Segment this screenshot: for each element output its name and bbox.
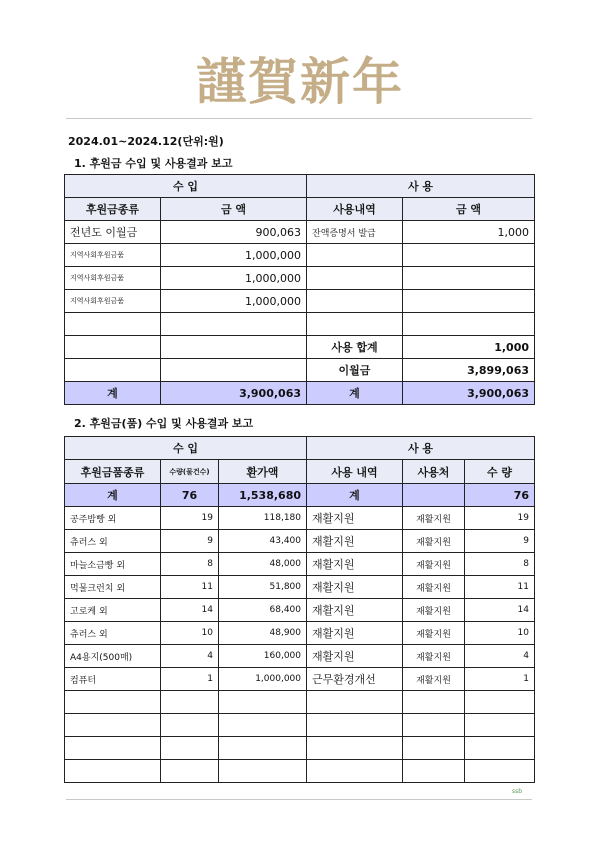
- empty-cell: [65, 691, 161, 714]
- logo-mark: ssb: [512, 788, 523, 795]
- table-row: [65, 290, 535, 313]
- empty-cell: [465, 714, 535, 737]
- section1-title: 1. 후원금 수입 및 사용결과 보고: [74, 157, 233, 170]
- carry-over-label: 이월금: [307, 359, 403, 382]
- cell-count: 19: [161, 507, 219, 530]
- cell-user: 재활지원: [403, 576, 465, 599]
- table-row: [65, 530, 535, 553]
- income-header: 수 입: [65, 175, 307, 198]
- empty-cell: [307, 714, 403, 737]
- table-row: [65, 599, 535, 622]
- empty-cell: [219, 760, 307, 783]
- cell-qty: 9: [465, 530, 535, 553]
- cell-amount: 1,000,000: [161, 267, 307, 290]
- section2-title: 2. 후원금(품) 수입 및 사용결과 보고: [74, 417, 254, 430]
- table-row: [65, 221, 535, 244]
- empty-cell: [219, 714, 307, 737]
- income-total-label: 계: [65, 382, 161, 405]
- cell-value: 160,000: [219, 645, 307, 668]
- col-use-detail: 사용내역: [307, 198, 403, 221]
- top-divider: [66, 118, 532, 119]
- empty-cell: [161, 336, 307, 359]
- empty-cell: [403, 714, 465, 737]
- col-use-amount: 금 액: [403, 198, 535, 221]
- empty-cell: [161, 714, 219, 737]
- income-header: 수 입: [65, 437, 307, 460]
- col-amount: 금 액: [161, 198, 307, 221]
- use-total-label: 사용 합계: [307, 336, 403, 359]
- cell-count: 14: [161, 599, 219, 622]
- cell-type: 전년도 이월금: [65, 221, 161, 244]
- total-label-use: 계: [307, 484, 403, 507]
- cell-qty: 19: [465, 507, 535, 530]
- report-period: 2024.01~2024.12(단위:원): [68, 135, 224, 148]
- cell-use: 재활지원: [307, 553, 403, 576]
- cell-amount: 1,000,000: [161, 290, 307, 313]
- cell-value: 48,000: [219, 553, 307, 576]
- use-total-value: 1,000: [403, 336, 535, 359]
- cell-use: 재활지원: [307, 507, 403, 530]
- cell-use: 재활지원: [307, 645, 403, 668]
- income-total-value: 3,900,063: [161, 382, 307, 405]
- empty-cell: [161, 313, 307, 336]
- col-user: 사용처: [403, 460, 465, 484]
- cell-type: 고로케 외: [65, 599, 161, 622]
- cell-value: 1,000,000: [219, 668, 307, 691]
- table-row: [65, 714, 535, 737]
- empty-cell: [465, 691, 535, 714]
- total-row: [65, 484, 535, 507]
- cell-use: 재활지원: [307, 599, 403, 622]
- empty-cell: [161, 737, 219, 760]
- empty-cell: [403, 760, 465, 783]
- empty-cell: [161, 760, 219, 783]
- carry-over-value: 3,899,063: [403, 359, 535, 382]
- cell-type: 츄러스 외: [65, 622, 161, 645]
- cell-count: 8: [161, 553, 219, 576]
- use-header: 사 용: [307, 175, 535, 198]
- total-count: 76: [161, 484, 219, 507]
- total-user: [403, 484, 465, 507]
- table-row: [65, 645, 535, 668]
- cell-user: 재활지원: [403, 507, 465, 530]
- table-row: [65, 313, 535, 336]
- col-goods-type: 후원금품종류: [65, 460, 161, 484]
- empty-cell: [65, 313, 161, 336]
- cell-use-amount: [403, 244, 535, 267]
- table-row: [65, 668, 535, 691]
- cell-value: 48,900: [219, 622, 307, 645]
- cell-use-amount: [403, 290, 535, 313]
- cell-use-amount: [403, 267, 535, 290]
- empty-cell: [465, 760, 535, 783]
- cell-qty: 8: [465, 553, 535, 576]
- col-value: 환가액: [219, 460, 307, 484]
- empty-cell: [65, 336, 161, 359]
- empty-cell: [65, 737, 161, 760]
- table-row: [65, 267, 535, 290]
- cell-type: 마늘소금빵 외: [65, 553, 161, 576]
- table-row: [65, 576, 535, 599]
- empty-cell: [403, 737, 465, 760]
- cell-type: 츄러스 외: [65, 530, 161, 553]
- cell-type: 컴퓨터: [65, 668, 161, 691]
- cell-count: 10: [161, 622, 219, 645]
- cell-count: 1: [161, 668, 219, 691]
- table-row: [65, 737, 535, 760]
- empty-cell: [65, 714, 161, 737]
- cell-count: 9: [161, 530, 219, 553]
- cell-user: 재활지원: [403, 599, 465, 622]
- cell-type: 지역사회후원금품: [65, 244, 161, 267]
- cell-user: 재활지원: [403, 622, 465, 645]
- empty-cell: [307, 313, 403, 336]
- empty-cell: [65, 359, 161, 382]
- cell-qty: 4: [465, 645, 535, 668]
- page-title: 謹賀新年: [196, 52, 404, 111]
- cell-use: 재활지원: [307, 622, 403, 645]
- use-header: 사 용: [307, 437, 535, 460]
- empty-cell: [307, 737, 403, 760]
- cell-value: 51,800: [219, 576, 307, 599]
- total-label: 계: [65, 484, 161, 507]
- cell-count: 11: [161, 576, 219, 599]
- empty-cell: [65, 760, 161, 783]
- empty-cell: [219, 737, 307, 760]
- cell-qty: 14: [465, 599, 535, 622]
- carry-over-row: [65, 359, 535, 382]
- cell-user: 재활지원: [403, 530, 465, 553]
- table-row: [65, 244, 535, 267]
- table-row: [65, 553, 535, 576]
- cell-type: 지역사회후원금품: [65, 290, 161, 313]
- total-row: [65, 382, 535, 405]
- cell-qty: 1: [465, 668, 535, 691]
- cell-use: 잔액증명서 발급: [307, 221, 403, 244]
- col-count: 수량(물건수): [161, 460, 219, 484]
- cell-type: 지역사회후원금품: [65, 267, 161, 290]
- empty-cell: [403, 691, 465, 714]
- col-qty: 수 량: [465, 460, 535, 484]
- cell-use: [307, 244, 403, 267]
- use-grand-total-value: 3,900,063: [403, 382, 535, 405]
- table-row: [65, 760, 535, 783]
- cell-use: 재활지원: [307, 576, 403, 599]
- cell-amount: 1,000,000: [161, 244, 307, 267]
- use-total-row: [65, 336, 535, 359]
- empty-cell: [403, 313, 535, 336]
- cell-user: 재활지원: [403, 645, 465, 668]
- empty-cell: [307, 691, 403, 714]
- total-value: 1,538,680: [219, 484, 307, 507]
- cell-type: A4용지(500매): [65, 645, 161, 668]
- table-row: [65, 507, 535, 530]
- cell-count: 4: [161, 645, 219, 668]
- total-qty: 76: [465, 484, 535, 507]
- cell-use: [307, 267, 403, 290]
- cell-qty: 11: [465, 576, 535, 599]
- cell-use: 근무환경개선: [307, 668, 403, 691]
- cell-amount: 900,063: [161, 221, 307, 244]
- cell-type: 공주밤빵 외: [65, 507, 161, 530]
- cell-use-amount: 1,000: [403, 221, 535, 244]
- donation-cash-table: [64, 174, 535, 405]
- cell-qty: 10: [465, 622, 535, 645]
- cell-user: 재활지원: [403, 668, 465, 691]
- col-donation-type: 후원금종류: [65, 198, 161, 221]
- empty-cell: [161, 691, 219, 714]
- cell-type: 먹물크런치 외: [65, 576, 161, 599]
- col-use-detail: 사용 내역: [307, 460, 403, 484]
- bottom-divider: [66, 799, 532, 800]
- empty-cell: [307, 760, 403, 783]
- empty-cell: [219, 691, 307, 714]
- table-row: [65, 622, 535, 645]
- cell-value: 68,400: [219, 599, 307, 622]
- empty-cell: [161, 359, 307, 382]
- cell-use: [307, 290, 403, 313]
- donation-goods-table: [64, 436, 535, 783]
- empty-cell: [465, 737, 535, 760]
- cell-value: 43,400: [219, 530, 307, 553]
- use-grand-total-label: 계: [307, 382, 403, 405]
- cell-user: 재활지원: [403, 553, 465, 576]
- cell-use: 재활지원: [307, 530, 403, 553]
- cell-value: 118,180: [219, 507, 307, 530]
- table-row: [65, 691, 535, 714]
